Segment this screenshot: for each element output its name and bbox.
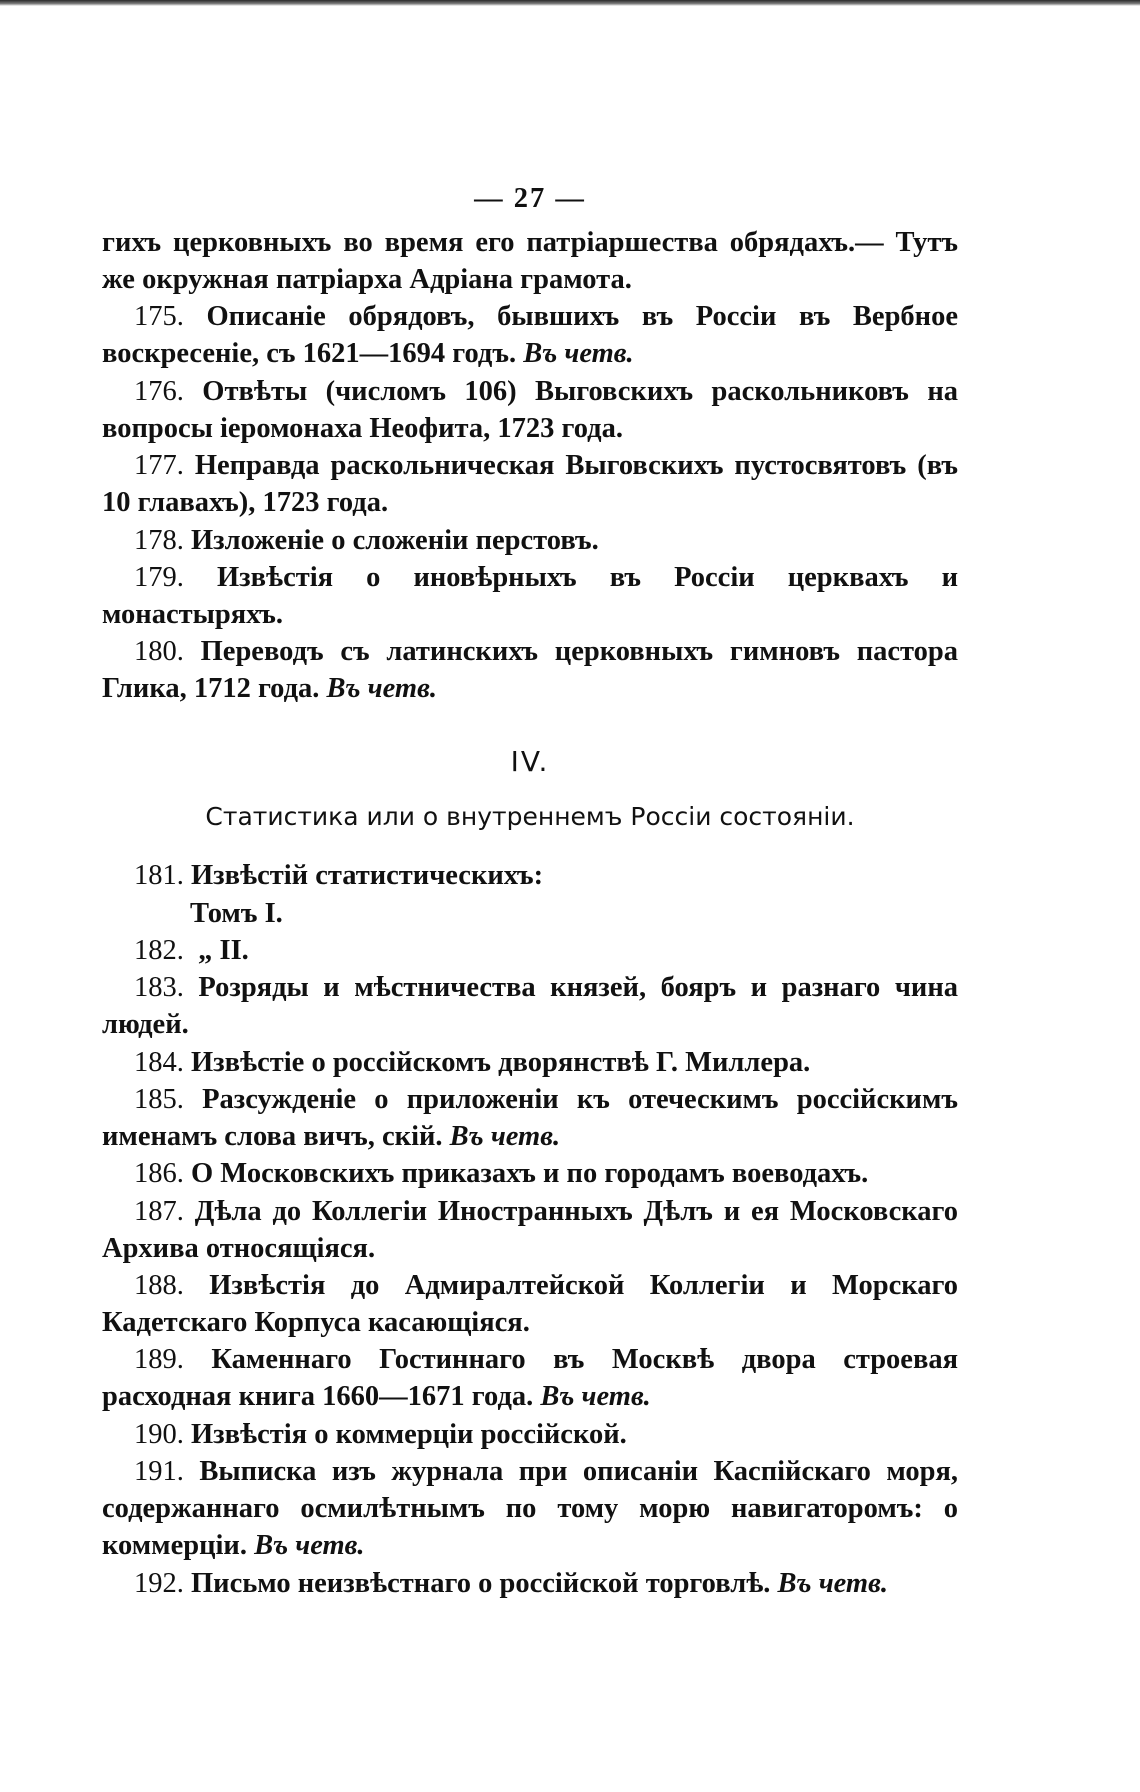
entry-text: Неправда раскольническая Выговскихъ пустосвятовъ (въ 10 главахъ), 1723 года.	[102, 450, 959, 519]
entry-format: Въ четв.	[523, 338, 634, 370]
section-numeral: IV.	[510, 745, 550, 779]
entry-text: Дѣла до Коллегіи Иностранныхъ Дѣлъ и ея Московскаго Архива относящіяся.	[102, 1195, 958, 1264]
entry-text: Извѣстіе о россійскомъ дворянствѣ Г. Миллера.	[191, 1046, 811, 1078]
entry-number: 179.	[134, 561, 184, 593]
catalog-entry-187	[102, 1193, 958, 1267]
catalog-entry-185	[102, 1081, 958, 1155]
entry-text: Переводъ съ латинскихъ церковныхъ гимновъ пастора Глика, 1712 года.	[102, 636, 958, 705]
page-number: — 27 —	[474, 183, 586, 214]
entry-text: Каменнаго Гостиннаго въ Москвѣ двора строевая расходная книга 1660—1671 года.	[102, 1344, 959, 1413]
entry-text: Розряды и мѣстничества князей, бояръ и разнаго чина людей.	[102, 972, 959, 1041]
entry-number: 180.	[134, 636, 184, 668]
entry-text: Описаніе обрядовъ, бывшихъ въ Россіи въ Вербное воскресеніе, съ 1621—1694 годъ.	[102, 301, 959, 370]
entry-number: 187.	[134, 1195, 184, 1227]
entry-format: Въ четв.	[540, 1381, 651, 1413]
entry-text: „ II.	[198, 934, 249, 966]
entry-text: Извѣстія о коммерціи россійской.	[191, 1418, 627, 1450]
entry-number: 192.	[134, 1567, 184, 1599]
catalog-entry-192	[102, 1565, 958, 1602]
catalog-entry-183	[102, 969, 958, 1043]
section-title: Статистика или о внутреннемъ Россіи состояніи.	[205, 802, 855, 832]
entry-format: Въ четв.	[777, 1567, 888, 1599]
entry-text: Письмо неизвѣстнаго о россійской торговлѣ.	[191, 1567, 771, 1599]
entry-text: Изложеніе о сложеніи перстовъ.	[191, 524, 599, 556]
entry-number: 191.	[134, 1456, 184, 1488]
catalog-entry-189	[102, 1341, 958, 1415]
entry-format: Въ четв.	[326, 673, 437, 705]
catalog-entry-175	[102, 298, 958, 372]
catalog-entry-180	[102, 633, 958, 707]
catalog-entry-191	[102, 1453, 958, 1564]
entry-number: 175.	[134, 301, 184, 333]
entry-text: Разсужденіе о приложеніи къ отеческимъ россійскимъ именамъ слова вичъ, скій.	[102, 1083, 958, 1152]
entry-number: 186.	[134, 1158, 184, 1190]
entry-number: 184.	[134, 1046, 184, 1078]
catalog-entry-190	[102, 1416, 958, 1453]
catalog-entry-186	[102, 1155, 958, 1192]
entry-text: Извѣстія до Адмиралтейской Коллегіи и Морскаго Кадетскаго Корпуса касающіяся.	[102, 1270, 959, 1339]
entry-number: 183.	[134, 972, 184, 1004]
entry-number: 182.	[134, 934, 184, 966]
catalog-entry-184	[102, 1044, 958, 1081]
scan-top-edge	[0, 0, 1140, 6]
entry-number: 188.	[134, 1270, 184, 1302]
volume-line: Томъ I.	[190, 897, 283, 929]
entry-number: 176.	[134, 375, 184, 407]
catalog-entry-179	[102, 559, 958, 633]
entry-number: 185.	[134, 1083, 184, 1115]
entry-number: 190.	[134, 1418, 184, 1450]
continued-paragraph: гихъ церковныхъ во время его патріаршества обрядахъ.— Тутъ же окружная патріарха Адріана грамота.	[102, 227, 958, 295]
entry-number: 178.	[134, 524, 184, 556]
catalog-entry-188	[102, 1267, 958, 1341]
entry-text: О Московскихъ приказахъ и по городамъ воеводахъ.	[191, 1158, 869, 1190]
entry-format: Въ четв.	[254, 1530, 365, 1562]
entry-text: Извѣстій статистическихъ:	[191, 860, 544, 892]
entry-number: 181.	[134, 860, 184, 892]
catalog-entry-176	[102, 373, 958, 447]
document-page	[102, 180, 958, 1602]
entry-text: Выписка изъ журнала при описаніи Каспійскаго моря, содержаннаго осмилѣтнымъ по тому морю навигаторомъ: о коммерціи.	[102, 1456, 959, 1562]
entry-number: 177.	[134, 450, 184, 482]
catalog-entry-177	[102, 447, 958, 521]
entry-text: Отвѣты (числомъ 106) Выговскихъ раскольниковъ на вопросы іеромонаха Неофита, 1723 года.	[102, 375, 958, 444]
entry-format: Въ четв.	[449, 1120, 561, 1152]
entry-text: Извѣстія о иновѣрныхъ въ Россіи церквахъ и монастыряхъ.	[102, 561, 958, 630]
catalog-entry-181	[102, 857, 958, 894]
catalog-entry-178	[102, 522, 958, 559]
catalog-entry-182	[102, 932, 958, 969]
entry-number: 189.	[134, 1344, 184, 1376]
